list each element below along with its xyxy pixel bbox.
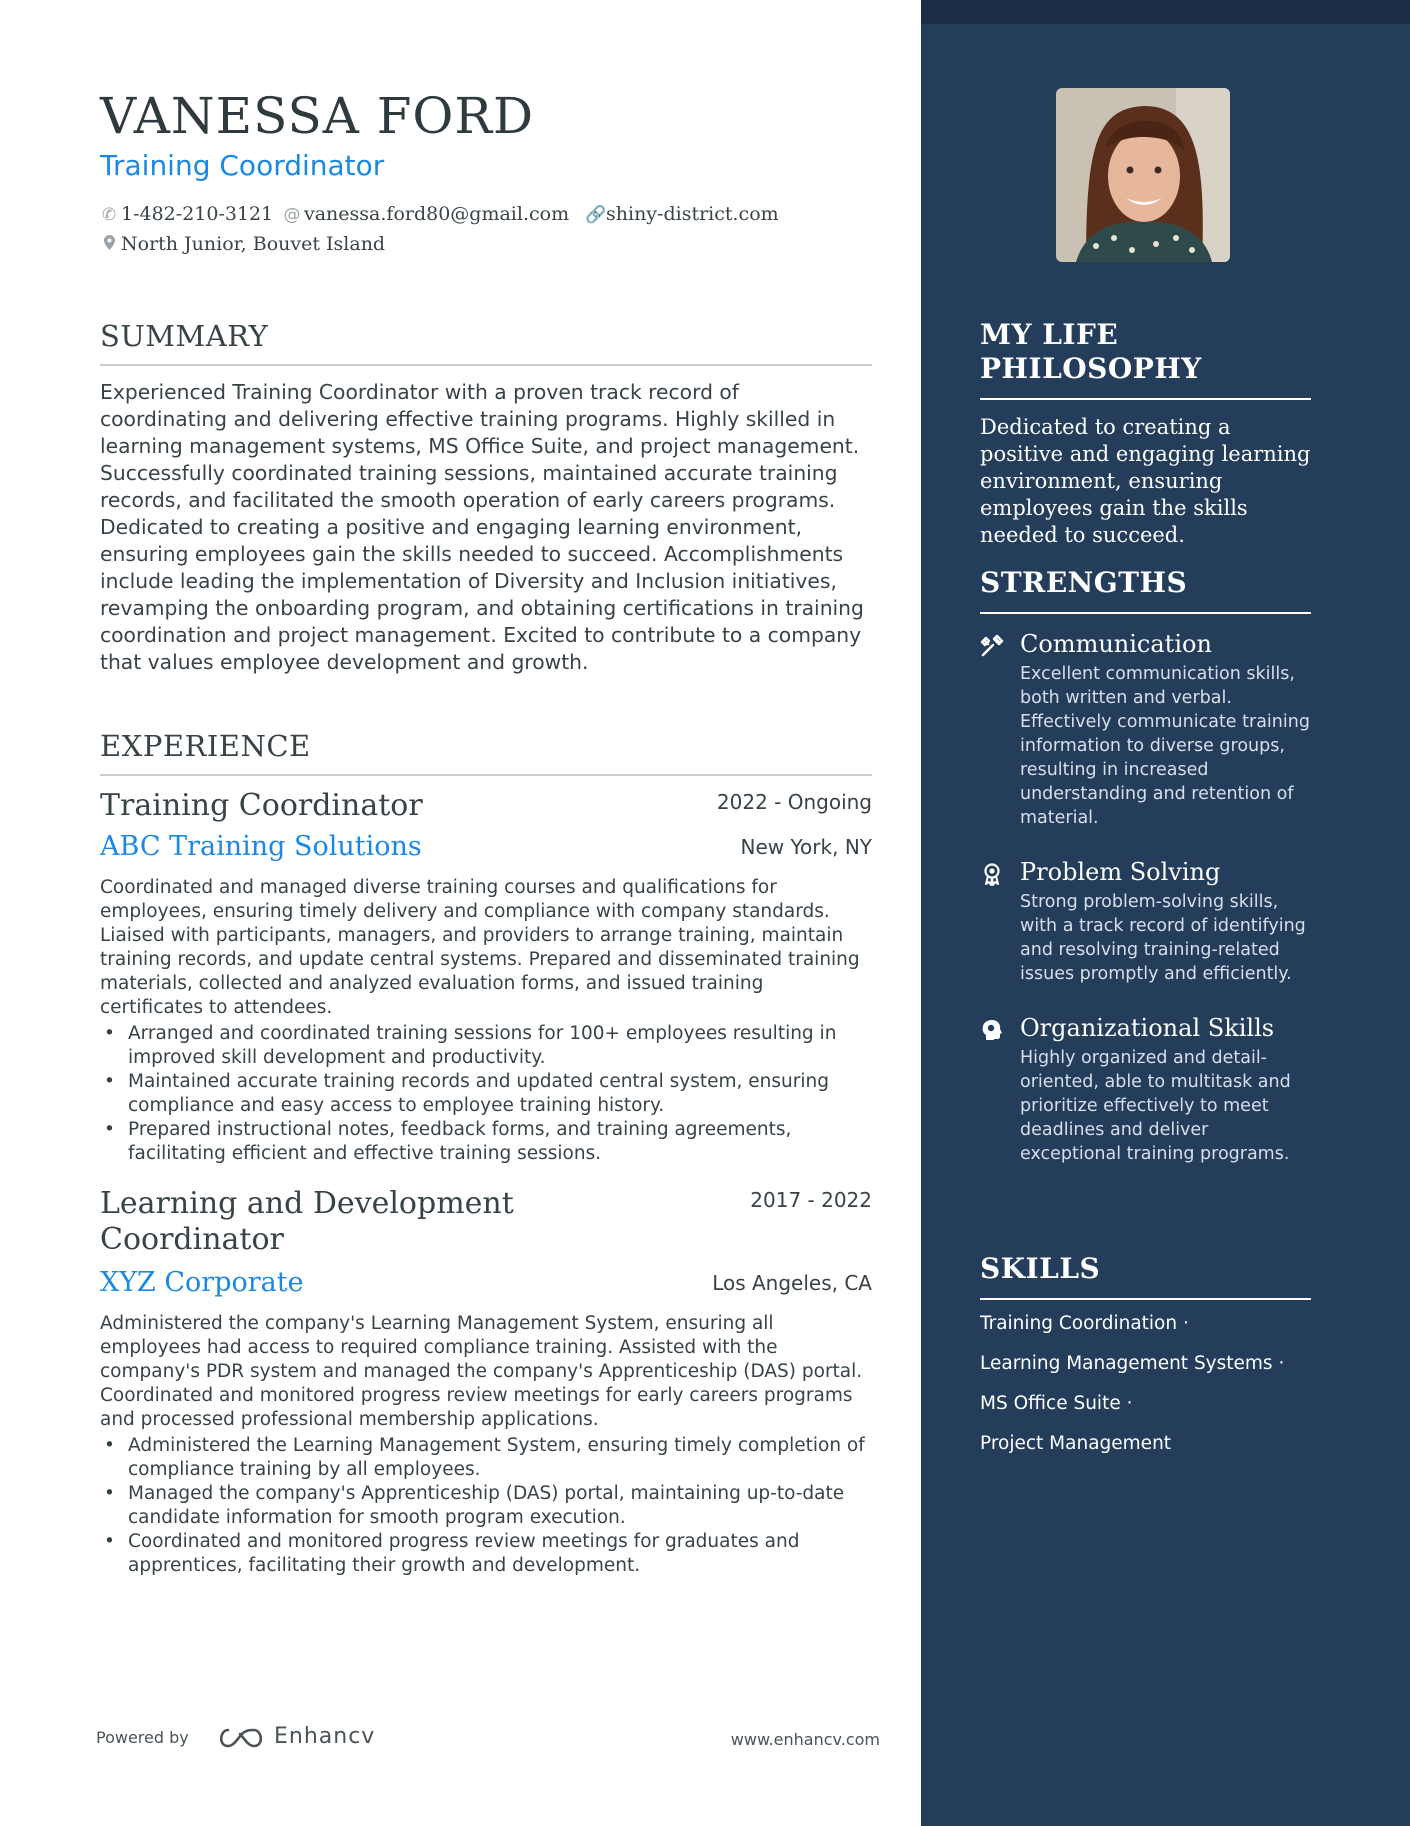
job-dates: 2022 - Ongoing	[716, 790, 872, 814]
footer-website[interactable]: www.enhancv.com	[730, 1730, 880, 1749]
job-description: Administered the company's Learning Management System, ensuring all employees had access to required compliance training. Assisted with the company's PDR system and managed the company's Apprenticeship (DAS) portal. Coordinated and monitored progress review meetings for early careers programs and processed professional membership applications.	[100, 1313, 863, 1430]
job-company: XYZ Corporate	[100, 1267, 304, 1298]
philosophy-title: MY LIFE PHILOSOPHY	[980, 318, 1311, 400]
skill-item: Project Management	[980, 1433, 1172, 1454]
strength-description: Highly organized and detail-oriented, able to multitask and prioritize effectively to meet deadlines and deliver exceptional training programs.	[1020, 1048, 1291, 1164]
contact-email[interactable]	[283, 200, 569, 229]
job-bullets	[100, 1022, 872, 1166]
job-title: Learning and Development Coordinator	[100, 1186, 514, 1257]
strength-title: Communication	[1020, 630, 1212, 658]
location-pin-icon	[100, 231, 118, 259]
strength-description: Excellent communication skills, both written and verbal. Effectively communicate training information to diverse groups, resulting in increased understanding and retention of material.	[1020, 664, 1310, 828]
strengths-section	[980, 566, 1311, 1166]
skill-item: MS Office Suite ·	[980, 1393, 1133, 1414]
job-title: Training Coordinator	[100, 788, 423, 823]
location-text: North Junior, Bouvet Island	[121, 233, 386, 255]
job-entry	[100, 1186, 872, 1578]
experience-title: EXPERIENCE	[100, 728, 872, 776]
enhancv-logo-icon	[214, 1722, 270, 1754]
job-bullet: • Arranged and coordinated training sessions for 100+ employees resulting in improved skill development and productivity.	[100, 1022, 872, 1070]
strength-description: Strong problem-solving skills, with a track record of identifying and resolving training-related issues promptly and efficiently.	[1020, 892, 1306, 984]
award-icon	[980, 862, 1004, 886]
phone-icon: ✆	[101, 205, 117, 225]
summary-text: Experienced Training Coordinator with a proven track record of coordinating and delivering effective training programs. Highly skilled in learning management systems, MS Office Suite, and project management. Successfully coordinated training sessions, maintained accurate training records, and facilitated the smooth operation of early careers programs. Dedicated to creating a positive and engaging learning environment, ensuring employees gain the skills needed to succeed. Accomplishments include leading the implementation of Diversity and Inclusion initiatives, revamping the onboarding program, and obtaining certifications in training coordination and project management. Excited to contribute to a company that values employee development and growth.	[100, 380, 864, 674]
sidebar-top-band	[921, 0, 1410, 24]
strength-title: Organizational Skills	[1020, 1014, 1275, 1042]
job-bullet: • Coordinated and monitored progress review meetings for graduates and apprentices, facilitating their growth and development.	[100, 1530, 872, 1578]
candidate-name: VANESSA FORD	[100, 87, 535, 145]
philosophy-section	[980, 318, 1311, 549]
tools-icon	[980, 634, 1004, 658]
email-text: vanessa.ford80@gmail.com	[304, 203, 570, 225]
job-bullet: • Maintained accurate training records and updated central system, ensuring compliance and easy access to employee training history.	[100, 1070, 872, 1118]
contact-phone[interactable]	[100, 200, 273, 229]
experience-section	[100, 728, 872, 1578]
summary-title: SUMMARY	[100, 318, 872, 366]
skill-item: Learning Management Systems ·	[980, 1353, 1285, 1374]
skills-section	[980, 1252, 1311, 1472]
powered-by-text: Powered by	[96, 1728, 189, 1747]
philosophy-text: Dedicated to creating a positive and engaging learning environment, ensuring employees gain the skills needed to succeed.	[980, 415, 1311, 547]
strength-item	[980, 1012, 1311, 1166]
at-icon: @	[283, 205, 301, 225]
contact-location	[100, 230, 385, 259]
skills-list	[980, 1312, 1311, 1472]
skill-item: Training Coordination ·	[980, 1313, 1189, 1334]
skills-title: SKILLS	[980, 1252, 1311, 1300]
job-entry	[100, 788, 872, 1166]
candidate-role: Training Coordinator	[100, 149, 385, 182]
job-bullet: • Prepared instructional notes, feedback forms, and training agreements, facilitating efficient and effective training sessions.	[100, 1118, 872, 1166]
job-location: New York, NY	[740, 835, 872, 859]
job-company: ABC Training Solutions	[100, 831, 422, 862]
job-location: Los Angeles, CA	[712, 1271, 872, 1295]
strength-item	[980, 628, 1311, 830]
footer	[96, 1722, 880, 1758]
brand-name: Enhancv	[274, 1724, 376, 1749]
job-dates: 2017 - 2022	[750, 1188, 872, 1212]
website-text: shiny-district.com	[606, 203, 779, 225]
job-bullet: • Managed the company's Apprenticeship (DAS) portal, maintaining up-to-date candidate information for smooth program execution.	[100, 1482, 872, 1530]
sidebar	[921, 0, 1410, 1826]
profile-photo	[1056, 88, 1230, 262]
job-bullets	[100, 1434, 872, 1578]
summary-section	[100, 318, 872, 676]
strength-title: Problem Solving	[1020, 858, 1221, 886]
phone-text: 1-482-210-3121	[121, 203, 274, 225]
job-bullet: • Administered the Learning Management System, ensuring timely completion of compliance training by all employees.	[100, 1434, 872, 1482]
head-icon	[980, 1018, 1004, 1042]
strengths-title: STRENGTHS	[980, 566, 1311, 614]
job-description: Coordinated and managed diverse training courses and qualifications for employees, ensuring timely delivery and compliance with company standards. Liaised with participants, managers, and providers to arrange training, maintain training records, and update central systems. Prepared and disseminated training materials, collected and analyzed evaluation forms, and issued training certificates to attendees.	[100, 877, 860, 1018]
contact-website[interactable]	[585, 200, 779, 229]
strength-item	[980, 856, 1311, 986]
link-icon: 🔗	[585, 205, 607, 225]
